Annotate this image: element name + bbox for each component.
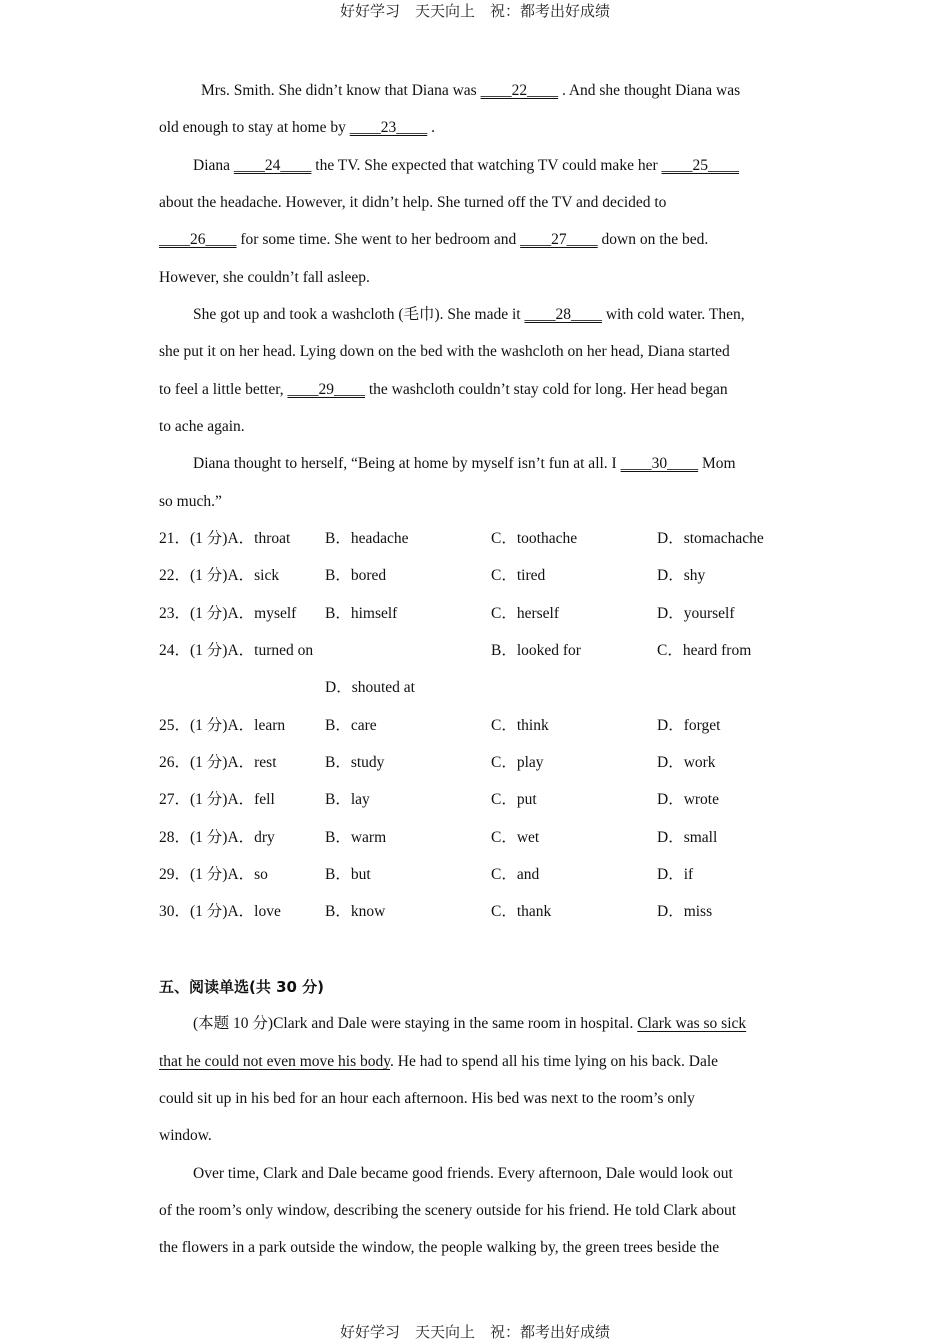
option-c: C．and: [491, 866, 540, 883]
option-a: 21．(1 分)A．throat: [159, 530, 291, 547]
passage-line: she put it on her head. Lying down on the bed with the washcloth on her head, Diana started: [159, 343, 730, 360]
passage-line: about the headache. However, it didn’t help. She turned off the TV and decided to: [159, 194, 667, 211]
option-d: D．wrote: [657, 791, 719, 808]
option-d: D．small: [657, 829, 718, 846]
text: Mom: [698, 455, 736, 472]
option-d: D．stomachache: [657, 530, 764, 547]
section-title: 五、阅读单选(共 30 分): [159, 978, 325, 996]
option-c: C．think: [491, 717, 549, 734]
underlined-sentence: Clark was so sick: [637, 1015, 747, 1032]
text: (本题 10 分)Clark and Dale were staying in the same room in hospital.: [193, 1015, 638, 1032]
text: old enough to stay at home by: [159, 119, 350, 136]
text: . He had to spend all his time lying on his back. Dale: [390, 1053, 719, 1070]
option-c: C．tired: [491, 567, 546, 584]
passage-line: to ache again.: [159, 418, 245, 435]
option-a: 24．(1 分)A．turned on: [159, 642, 314, 659]
option-a: 23．(1 分)A．myself: [159, 605, 297, 622]
option-b: B．bored: [325, 567, 387, 584]
passage-line: so much.”: [159, 493, 222, 510]
page-header: 好好学习 天天向上 祝：都考出好成绩: [339, 2, 610, 20]
blank-22: ____22____: [480, 82, 559, 99]
blank-23: ____23____: [349, 119, 428, 136]
option-a: 30．(1 分)A．love: [159, 903, 281, 920]
option-b: B．know: [325, 903, 386, 920]
blank-26: ____26____: [159, 231, 237, 248]
option-a: 29．(1 分)A．so: [159, 866, 268, 883]
passage-line: [159, 118, 435, 138]
option-c: C．heard from: [657, 642, 752, 659]
option-b: B．looked for: [491, 642, 581, 659]
option-b: B．headache: [325, 530, 409, 547]
blank-27: ____27____: [520, 231, 598, 248]
passage-line: [159, 1052, 718, 1072]
option-a: 26．(1 分)A．rest: [159, 754, 277, 771]
option-c: C．thank: [491, 903, 552, 920]
option-b: B．lay: [325, 791, 370, 808]
option-a: 28．(1 分)A．dry: [159, 829, 275, 846]
passage-line: However, she couldn’t fall asleep.: [159, 269, 370, 286]
blank-25: ____25____: [661, 157, 739, 174]
text: to feel a little better,: [159, 381, 288, 398]
blank-29: ____29____: [287, 381, 365, 398]
option-c: C．toothache: [491, 530, 578, 547]
blank-24: ____24____: [233, 157, 312, 174]
option-a: 22．(1 分)A．sick: [159, 567, 280, 584]
blank-28: ____28____: [524, 306, 602, 323]
option-c: C．wet: [491, 829, 540, 846]
blank-30: ____30____: [620, 455, 699, 472]
passage-line: [159, 380, 728, 400]
option-c: C．play: [491, 754, 544, 771]
passage-line: window.: [159, 1127, 212, 1144]
option-d: D．forget: [657, 717, 721, 734]
text: Diana: [193, 157, 234, 174]
option-c: C．herself: [491, 605, 560, 622]
passage-line: Over time, Clark and Dale became good friends. Every afternoon, Dale would look out: [193, 1165, 733, 1182]
text: Mrs. Smith. She didn’t know that Diana was: [201, 82, 481, 99]
passage-line: could sit up in his bed for an hour each afternoon. His bed was next to the room’s only: [159, 1090, 695, 1107]
passage-line: [193, 1014, 746, 1034]
passage-line: [201, 81, 740, 101]
option-d: D．yourself: [657, 605, 735, 622]
option-b: B．but: [325, 866, 371, 883]
passage-line: the flowers in a park outside the window, the people walking by, the green trees beside the: [159, 1239, 720, 1256]
text: Diana thought to herself, “Being at home by myself isn’t fun at all. I: [193, 455, 621, 472]
option-b: B．warm: [325, 829, 387, 846]
option-d: D．if: [657, 866, 694, 883]
text: the TV. She expected that watching TV could make her: [311, 157, 662, 174]
option-d: D．work: [657, 754, 716, 771]
option-a: 25．(1 分)A．learn: [159, 717, 286, 734]
option-b: B．study: [325, 754, 385, 771]
passage-line: of the room’s only window, describing the scenery outside for his friend. He told Clark about: [159, 1202, 737, 1219]
passage-line: [193, 156, 739, 176]
text: She got up and took a washcloth (毛巾). She made it: [193, 306, 525, 323]
option-d: D．shy: [657, 567, 706, 584]
option-a: 27．(1 分)A．fell: [159, 791, 275, 808]
passage-line: [193, 454, 736, 474]
option-d: D．shouted at: [325, 679, 415, 696]
underlined-sentence: that he could not even move his body: [159, 1053, 391, 1070]
text: down on the bed.: [597, 231, 709, 248]
passage-line: [159, 230, 708, 250]
text: with cold water. Then,: [601, 306, 745, 323]
text: for some time. She went to her bedroom and: [236, 231, 521, 248]
option-b: B．himself: [325, 605, 398, 622]
page-footer: 好好学习 天天向上 祝：都考出好成绩: [339, 1323, 610, 1341]
option-c: C．put: [491, 791, 537, 808]
text: .: [427, 119, 435, 136]
passage-line: [193, 305, 745, 325]
text: . And she thought Diana was: [558, 82, 741, 99]
option-b: B．care: [325, 717, 377, 734]
text: the washcloth couldn’t stay cold for long. Her head began: [365, 381, 728, 398]
option-d: D．miss: [657, 903, 713, 920]
